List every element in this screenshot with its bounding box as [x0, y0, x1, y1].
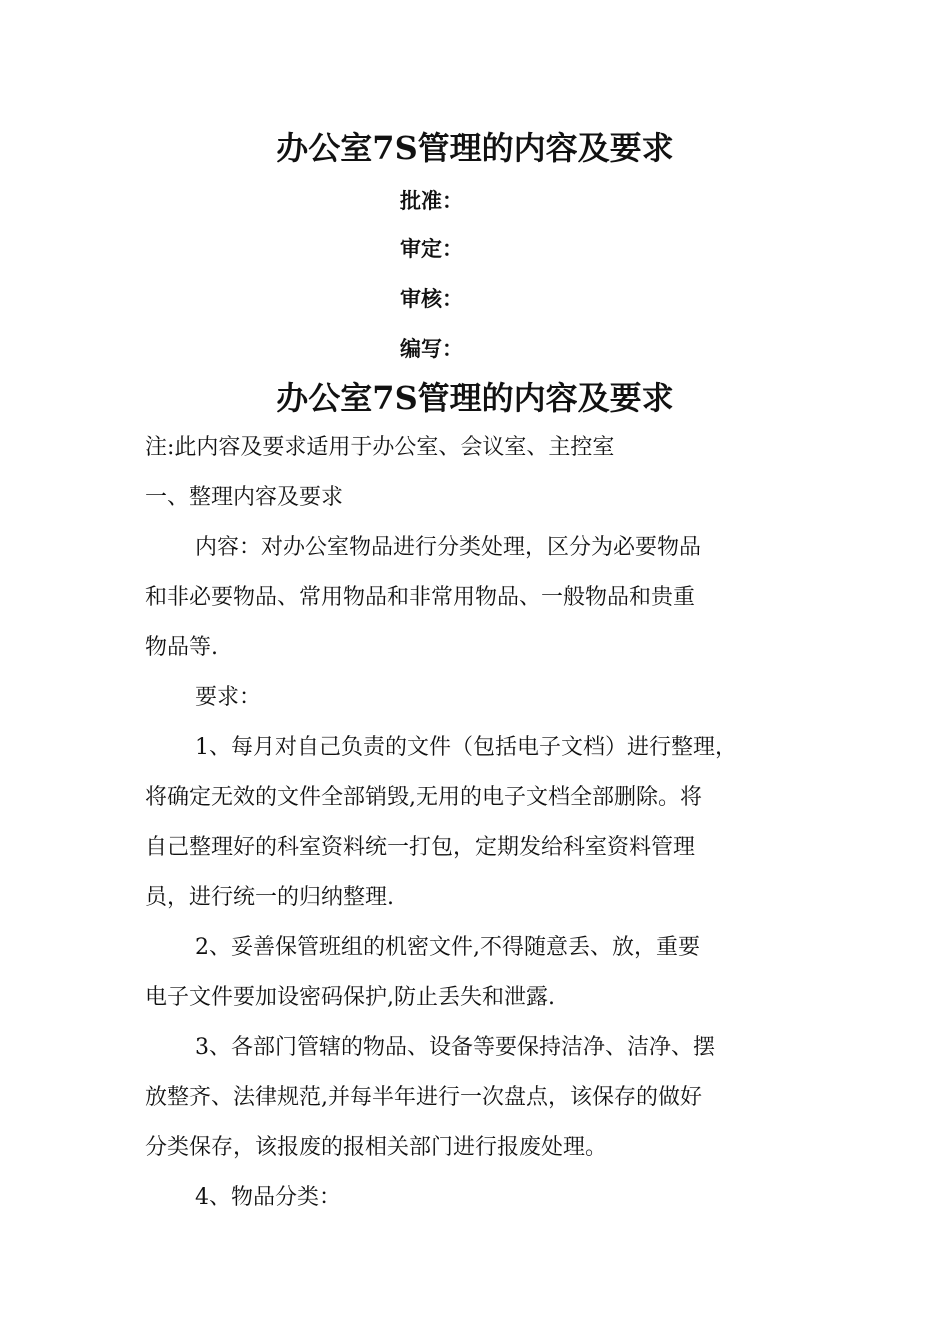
cover-title: 办公室7S管理的内容及要求	[276, 129, 674, 167]
item-3-line: 放整齐、法律规范,并每半年进行一次盘点，该保存的做好	[145, 1085, 702, 1110]
item-2-line: 电子文件要加设密码保护,防止丢失和泄露.	[145, 985, 555, 1010]
item-4-line: 4、物品分类：	[195, 1185, 341, 1210]
note-text: 注:此内容及要求适用于办公室、会议室、主控室	[145, 435, 615, 460]
content-line: 物品等.	[145, 635, 218, 660]
item-3-line: 3、各部门管辖的物品、设备等要保持洁净、洁净、摆	[195, 1035, 715, 1060]
item-1-line: 1、每月对自己负责的文件（包括电子文档）进行整理，	[195, 735, 737, 760]
document-title: 办公室7S管理的内容及要求	[276, 379, 674, 417]
approve-label: 批准：	[400, 188, 463, 213]
section-heading: 一、整理内容及要求	[145, 485, 344, 510]
review-label: 审定：	[400, 236, 463, 261]
author-label: 编写：	[400, 336, 463, 361]
requirements-label: 要求：	[195, 685, 262, 710]
audit-label: 审核：	[400, 286, 463, 311]
item-1-line: 自己整理好的科室资料统一打包，定期发给科室资料管理	[145, 835, 696, 860]
item-3-line: 分类保存，该报废的报相关部门进行报废处理。	[145, 1135, 608, 1160]
item-1-line: 员，进行统一的归纳整理.	[145, 885, 394, 910]
item-1-line: 将确定无效的文件全部销毁,无用的电子文档全部删除。将	[145, 785, 702, 810]
content-line: 内容：对办公室物品进行分类处理，区分为必要物品	[195, 535, 702, 560]
content-line: 和非必要物品、常用物品和非常用物品、一般物品和贵重	[145, 585, 696, 610]
item-2-line: 2、妥善保管班组的机密文件,不得随意丢、放，重要	[195, 935, 700, 960]
